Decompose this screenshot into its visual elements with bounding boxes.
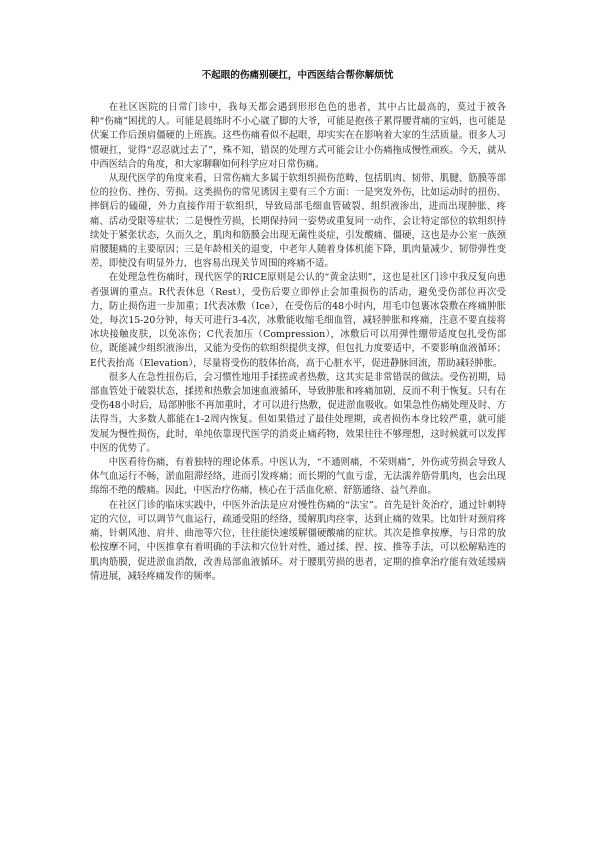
paragraph-tcm-external-therapy: 在社区门诊的临床实践中，中医外治法是应对慢性伤痛的“法宝”。首先是针灸治疗，通过针刺特定的穴位，可以调节气血运行，疏通受阻的经络，缓解肌肉痉挛，达到止痛的效果。比如针对颈肩疼痛，针刺风池、肩井、曲池等穴位，往往能快速缓解僵硬酸痛的症状。其次是推拿按摩，与日常的放松按摩不同，中医推拿有着明确的手法和穴位针对性，通过揉、捏、按、推等手法，可以松解粘连的肌肉筋膜，促进淤血消散，改善局部血液循环。对于腰肌劳损的患者，定期的推拿治疗能有效延缓病情进展，减轻疼痛发作的频率。 (90, 499, 506, 582)
paragraph-intro: 在社区医院的日常门诊中，我每天都会遇到形形色色的患者，其中占比最高的，莫过于被各种“伤痛”困扰的人。可能是晨练时不小心崴了脚的大爷，可能是抱孩子累得腰背痛的宝妈，也可能是伏案工作后颈肩僵硬的上班族。这些伤痛看似不起眼，却实实在在影响着大家的生活质量。很多人习惯硬扛，觉得“忍忍就过去了”，殊不知，错误的处理方式可能会让小伤痛拖成慢性顽疾。今天，就从中西医结合的角度，和大家聊聊如何科学应对日常伤痛。 (90, 102, 506, 170)
paragraph-tcm-theory: 中医看待伤痛，有着独特的理论体系。中医认为，“不通则痛，不荣则痛”，外伤或劳损会导致人体气血运行不畅，淤血阻滞经络，进而引发疼痛；而长期的气血亏虚，无法濡养筋骨肌肉，也会出现绵绵不绝的酸痛。因此，中医治疗伤痛，核心在于活血化瘀、舒筋通络、益气养血。 (90, 457, 506, 497)
paragraph-common-mistakes: 很多人在急性扭伤后，会习惯性地用手揉搓或者热敷，这其实是非常错误的做法。受伤初期，局部血管处于破裂状态，揉搓和热敷会加速血液循环，导致肿胀和疼痛加剧，反而不利于恢复。只有在受伤48小时后，局部肿胀不再加重时，才可以进行热敷，促进淤血吸收。如果急性伤痛处理及时、方法得当，大多数人都能在1-2周内恢复。但如果错过了最佳处理期，或者损伤本身比较严重，就可能发展为慢性损伤，此时，单纯依靠现代医学的消炎止痛药物，效果往往不够理想，这时候就可以发挥中医的优势了。 (90, 371, 506, 454)
paragraph-rice-principle: 在处理急性伤痛时，现代医学的RICE原则是公认的“黄金法则”，这也是社区门诊中我反复向患者强调的重点。R代表休息（Rest），受伤后要立即停止会加重损伤的活动，避免受伤部位再次受力，防止损伤进一步加重；I代表冰敷（Ice），在受伤后的48小时内，用毛巾包裹冰袋敷在疼痛肿胀处，每次15-20分钟，每天可进行3-4次，冰敷能收缩毛细血管，减轻肿胀和疼痛，注意不要直接将冰块接触皮肤，以免冻伤；C代表加压（Compression），冰敷后可以用弹性绷带适度包扎受伤部位，既能减少组织液渗出，又能为受伤的软组织提供支撑，但包扎力度要适中，不要影响血液循环；E代表抬高（Elevation），尽量将受伤的肢体抬高，高于心脏水平，促进静脉回流，帮助减轻肿胀。 (90, 272, 506, 369)
article-body (90, 101, 506, 584)
paragraph-modern-medicine: 从现代医学的角度来看，日常伤痛大多属于软组织损伤范畴，包括肌肉、韧带、肌腱、筋膜等部位的拉伤、挫伤、劳损。这类损伤的常见诱因主要有三个方面：一是突发外伤，比如运动时的扭伤、摔倒后的磕碰，外力直接作用于软组织，导致局部毛细血管破裂、组织液渗出，进而出现肿胀、疼痛、活动受限等症状；二是慢性劳损，长期保持同一姿势或重复同一动作，会让特定部位的软组织持续处于紧张状态，久而久之，肌肉和筋膜会出现无菌性炎症，引发酸痛、僵硬，这也是办公室一族颈肩腰腿痛的主要原因；三是年龄相关的退变，中老年人随着身体机能下降，肌肉量减少、韧带弹性变差，即使没有明显外力，也容易出现关节周围的疼痛不适。 (90, 173, 506, 270)
article-title: 不起眼的伤痛别硬扛，中西医结合帮你解烦忧 (201, 70, 394, 81)
